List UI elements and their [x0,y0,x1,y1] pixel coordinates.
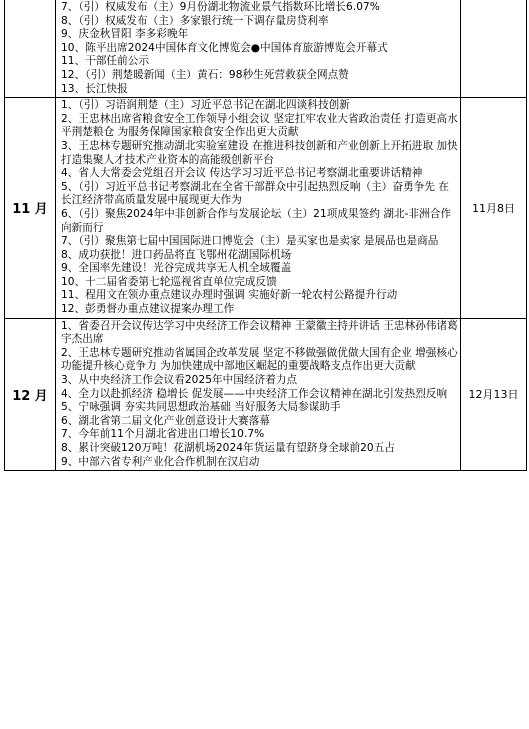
list-item: 10、十二届省委第七轮巡视省直单位完成反馈 [61,275,277,288]
list-item: 12、（引）荆楚暖新闻（主）黄石：98秒生死营救获全网点赞 [61,68,349,81]
list-item: 5、宁咏强调 夯实共同思想政治基础 当好服务大局参谋助手 [61,401,341,414]
list-item: 3、从中央经济工作会议看2025年中国经济着力点 [61,374,298,387]
table-row [5,318,527,471]
list-item: 8、（引）权威发布（主）多家银行统一下调存量房贷利率 [61,14,329,27]
items-cell [56,98,461,319]
month-cell: 12 月 [5,318,56,471]
list-item: 9、庆金秋冒阳 李多彩晚年 [61,28,189,41]
list-item: 6、（引）聚焦2024年中非创新合作与发展论坛（主）21项成果签约 湖北-非洲合作向新而行 [61,207,452,234]
list-item: 1、（引）习语润荆楚（主）习近平总书记在湖北四谈科技创新 [61,99,350,112]
list-item: 6、湖北省第二届文化产业创意设计大赛落幕 [61,414,271,427]
item-list [56,0,460,97]
list-item: 8、累计突破120万吨！花湖机场2024年货运量有望跻身全球前20五占 [61,442,395,454]
list-item: 13、长江快报 [61,82,128,95]
list-item: 8、成功获批！进口药品将直飞鄂州花湖国际机场 [61,248,292,261]
list-item: 1、省委召开会议传达学习中央经济工作会议精神 王蒙徽主持并讲话 王忠林孙伟诸葛宇杰出席 [61,319,458,346]
schedule-table [4,0,527,471]
list-item: 11、程用文在领办重点建议办理时强调 实施好新一轮农村公路提升行动 [61,289,398,302]
list-item: 2、王忠林专题研究推动省属国企改革发展 坚定不移做强做优做大国有企业 增强核心功能提升核心竞争力 为加快建成中部地区崛起的重要战略支点作出更大贡献 [61,346,458,373]
items-cell [56,318,461,471]
date-cell [461,0,527,98]
month-cell [5,0,56,98]
list-item: 7、（引）权威发布（主）9月份湖北物流业景气指数环比增长6.07% [61,1,380,13]
list-item: 4、全力以赴抓经济 稳增长 促发展——中央经济工作会议精神在湖北引发热烈反响 [61,387,448,400]
list-item: 12、彭勇督办重点建议提案办理工作 [61,303,235,316]
list-item: 11、干部任前公示 [61,55,150,68]
month-cell: 11 月 [5,98,56,319]
list-item: 7、今年前11个月湖北省进出口增长10.7% [61,428,265,441]
list-item: 3、王忠林专题研究推动湖北实验室建设 在推进科技创新和产业创新上开拓进取 加快打造集聚人才技术产业资本的高能级创新平台 [61,139,458,166]
item-list [56,98,460,318]
date-cell: 11月8日 [461,98,527,319]
table-row [5,98,527,319]
table-row [5,0,527,98]
list-item: 9、中部六省专利产业化合作机制在汉启动 [61,455,260,468]
item-list [56,319,460,471]
list-item: 2、王忠林出席省粮食安全工作领导小组会议 坚定扛牢农业大省政治责任 打造更高水平荆楚粮仓 为服务保障国家粮食安全作出更大贡献 [61,112,458,139]
list-item: 9、全国率先建设！光谷完成共享无人机全域覆盖 [61,262,292,275]
list-item: 5、（引）习近平总书记考察湖北在全省干部群众中引起热烈反响（主）奋勇争先 在长江经济带高质量发展中展现更大作为 [61,180,450,207]
items-cell [56,0,461,98]
list-item: 10、陈平出席2024中国体育文化博览会●中国体育旅游博览会开幕式 [61,41,388,54]
list-item: 4、省人大常委会党组召开会议 传达学习习近平总书记考察湖北重要讲话精神 [61,167,423,180]
date-cell: 12月13日 [461,318,527,471]
list-item: 7、（引）聚焦第七届中国国际进口博览会（主）是买家也是卖家 是展品也是商品 [61,235,439,248]
